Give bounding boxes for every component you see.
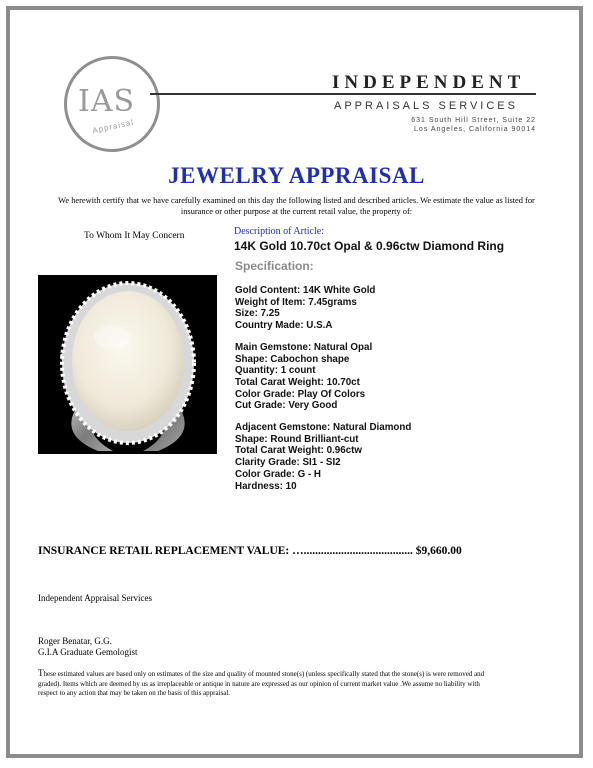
certification-text: We herewith certify that we have carefully examined on this day the following listed and described articles. We estimate the value as listed for insurance or other purpose at the current retail value, the property of: bbox=[58, 196, 535, 216]
spec-group-gap bbox=[235, 332, 411, 342]
spec-line: Hardness: 10 bbox=[235, 480, 297, 492]
spec-line: Shape: Round Brilliant-cut bbox=[235, 433, 359, 445]
logo-subtext: Appraisal bbox=[91, 117, 135, 136]
opal-ring-image bbox=[38, 275, 217, 454]
spec-line: Country Made: U.S.A bbox=[235, 320, 333, 332]
spec-group-gap bbox=[235, 412, 411, 422]
spec-line: Quantity: 1 count bbox=[235, 365, 316, 377]
spec-line: Main Gemstone: Natural Opal bbox=[235, 341, 373, 353]
disclaimer-text: hese estimated values are based only on estimates of the size and quality of mounted stone(s) (unless specifically stated that the stone(s) is were removed and graded). Items which are deemed by us as irreplaceable or antique in nature are expressed as our opinion of current market value .We assume no liability with respect to any action that may be taken on the basis of this appraisal. bbox=[38, 670, 485, 697]
spec-line: Total Carat Weight: 0.96ctw bbox=[235, 445, 363, 457]
spec-line: Adjacent Gemstone: Natural Diamond bbox=[235, 422, 412, 434]
spec-line: Weight of Item: 7.45grams bbox=[235, 296, 357, 308]
recipient: To Whom It May Concern bbox=[84, 231, 185, 241]
ring-photo bbox=[38, 275, 217, 454]
spec-line: Cut Grade: Very Good bbox=[235, 400, 338, 412]
spec-line: Gold Content: 14K White Gold bbox=[235, 285, 376, 296]
disclaimer bbox=[38, 669, 490, 699]
spec-line: Color Grade: Play Of Colors bbox=[235, 388, 366, 400]
article-title: 14K Gold 10.70ct Opal & 0.96ctw Diamond Ring bbox=[234, 239, 505, 253]
spec-line: Shape: Cabochon shape bbox=[235, 353, 350, 365]
address-line-1: 631 South Hill Street, Suite 22 bbox=[411, 117, 536, 124]
signer-credential: G.I.A Graduate Gemologist bbox=[38, 647, 138, 657]
spec-line: Clarity Grade: SI1 - SI2 bbox=[235, 457, 341, 469]
description-label: Description of Article: bbox=[234, 226, 324, 237]
header-rule bbox=[150, 93, 536, 95]
address-line-2: Los Angeles, California 90014 bbox=[413, 126, 536, 133]
spec-line: Color Grade: G - H bbox=[235, 468, 322, 480]
disclaimer-initial: T bbox=[38, 668, 44, 678]
specification-heading: Specification: bbox=[235, 259, 314, 273]
document-title: JEWELRY APPRAISAL bbox=[168, 163, 425, 188]
insurance-value: INSURANCE RETAIL REPLACEMENT VALUE: …...................................... $9,660.00 bbox=[38, 545, 462, 557]
company-name: INDEPENDENT bbox=[332, 72, 526, 93]
specification-list bbox=[235, 285, 411, 492]
signer-name: Roger Benatar, G.G. bbox=[38, 636, 112, 646]
footer-company: Independent Appraisal Services bbox=[38, 593, 152, 603]
spec-line: Total Carat Weight: 10.70ct bbox=[235, 376, 360, 388]
logo-mark: IAS bbox=[78, 84, 136, 119]
spec-line: Size: 7.25 bbox=[235, 308, 280, 320]
company-services: APPRAISALS SERVICES bbox=[334, 100, 518, 112]
